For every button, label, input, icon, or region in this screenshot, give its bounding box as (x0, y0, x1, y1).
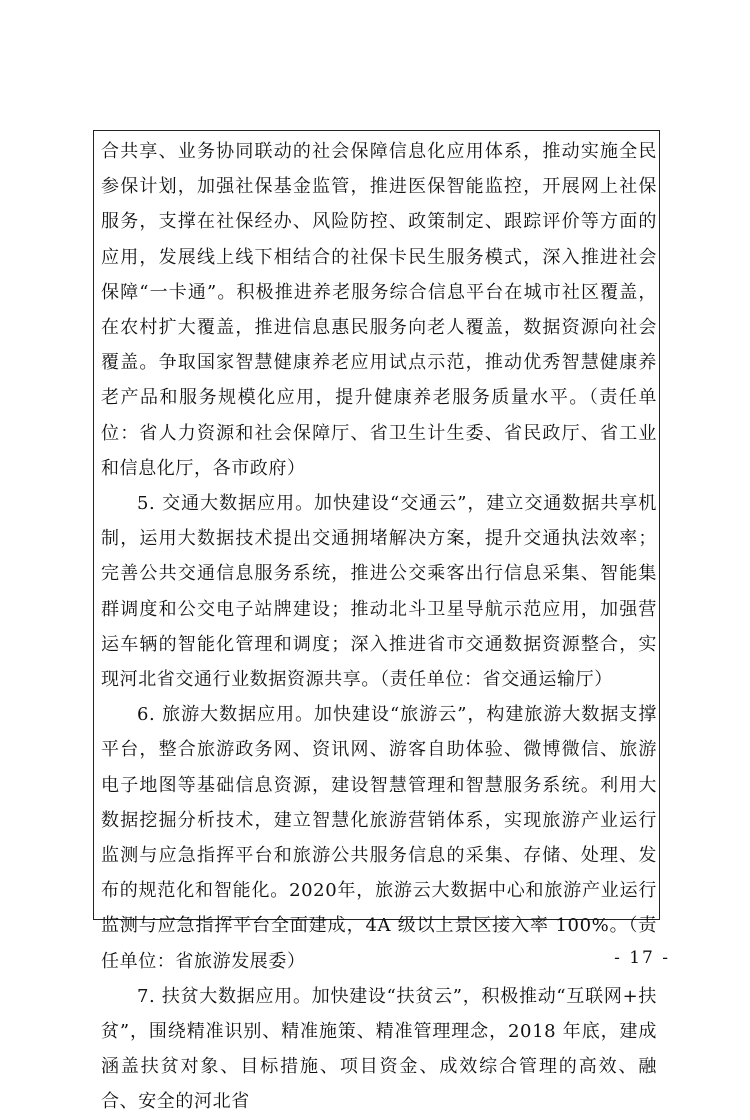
paragraph-transport-big-data: 5. 交通大数据应用。加快建设“交通云”，建立交通数据共享机制，运用大数据技术提出交通拥堵解决方案，提升交通执法效率；完善公共交通信息服务系统，推进公交乘客出行信息采集、智能集群调度和公交电子站牌建设；推动北斗卫星导航示范应用，加强营运车辆的智能化管理和调度；深入推进省市交通数据资源整合，实现河北省交通行业数据资源共享。（责任单位：省交通运输厅） (101, 493, 657, 691)
document-body (101, 134, 657, 1120)
paragraph-tourism-big-data: 6. 旅游大数据应用。加快建设“旅游云”，构建旅游大数据支撑平台，整合旅游政务网、资讯网、游客自助体验、微博微信、旅游电子地图等基础信息资源，建设智慧管理和智慧服务系统。利用大数据挖掘分析技术，建立智慧化旅游营销体系，实现旅游产业运行监测与应急指挥平台和旅游公共服务信息的采集、存储、处理、发布的规范化和智能化。2020年，旅游云大数据中心和旅游产业运行监测与应急指挥平台全面建成，4A 级以上景区接入率 100%。（责任单位：省旅游发展委） (101, 704, 657, 972)
paragraph-social-security: 合共享、业务协同联动的社会保障信息化应用体系，推动实施全民参保计划，加强社保基金监管，推进医保智能监控，开展网上社保服务，支撑在社保经办、风险防控、政策制定、跟踪评价等方面的应用，发展线上线下相结合的社保卡民生服务模式，深入推进社会保障“一卡通”。积极推进养老服务综合信息平台在城市社区覆盖，在农村扩大覆盖，推进信息惠民服务向老人覆盖，数据资源向社会覆盖。争取国家智慧健康养老应用试点示范，推动优秀智慧健康养老产品和服务规模化应用，提升健康养老服务质量水平。（责任单位：省人力资源和社会保障厅、省卫生计生委、省民政厅、省工业和信息化厅，各市政府） (101, 141, 657, 479)
paragraph-poverty-alleviation-big-data: 7. 扶贫大数据应用。加快建设“扶贫云”，积极推动“互联网+扶贫”，围绕精准识别、精准施策、精准管理理念，2018 年底，建成涵盖扶贫对象、目标措施、项目资金、成效综合管理的高效、融合、安全的河北省 (101, 985, 657, 1113)
page-number: - 17 - (614, 948, 670, 968)
